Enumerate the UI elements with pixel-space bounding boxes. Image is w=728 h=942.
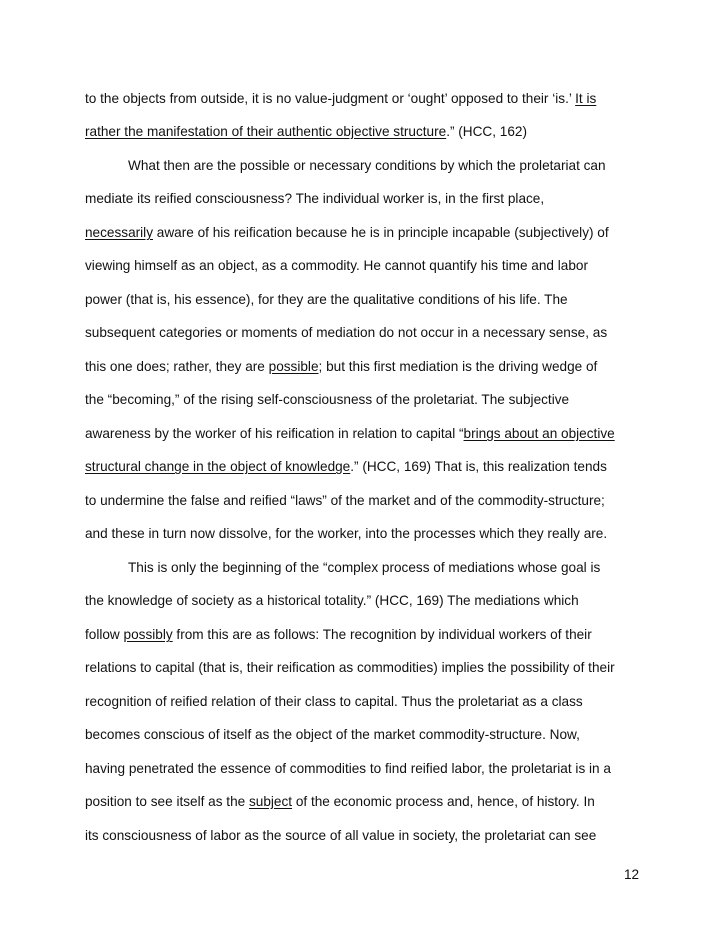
underlined-text: subject: [248, 794, 293, 809]
text-line: [85, 693, 583, 711]
underlined-text: necessarily: [85, 225, 153, 240]
text-line: [85, 257, 588, 275]
text-segment: .” (HCC, 162): [446, 124, 528, 139]
text-line: [85, 291, 568, 309]
text-line: [85, 425, 615, 443]
text-segment: follow: [85, 627, 124, 642]
text-segment: to undermine the false and reified “laws” of the market and of the commodity-structure;: [85, 493, 605, 508]
text-segment: aware of his reification because he is in principle incapable (subjectively) of: [153, 225, 609, 240]
text-line: [128, 559, 600, 577]
text-segment: and these in turn now dissolve, for the worker, into the processes which they really are.: [85, 526, 608, 541]
text-line: [85, 726, 580, 744]
text-segment: This is only the beginning of the “complex process of mediations whose goal is: [128, 560, 601, 575]
text-segment: this one does; rather, they are: [85, 359, 269, 374]
text-segment: What then are the possible or necessary conditions by which the proletariat can: [128, 158, 606, 173]
text-segment: the “becoming,” of the rising self-consciousness of the proletariat. The subjective: [85, 392, 570, 407]
text-segment: .” (HCC, 169) That is, this realization tends: [350, 459, 607, 474]
text-line: [85, 324, 607, 342]
text-line: [85, 358, 597, 376]
text-line: [85, 190, 544, 208]
underlined-text: rather the manifestation of their authentic objective structure: [85, 124, 447, 139]
text-line: [85, 458, 607, 476]
underlined-text: possible: [268, 359, 319, 374]
text-segment: position to see itself as the: [85, 794, 249, 809]
text-segment: awareness by the worker of his reification in relation to capital “: [85, 426, 464, 441]
text-line: [85, 827, 596, 845]
text-segment: of the economic process and, hence, of history. In: [292, 794, 595, 809]
text-segment: power (that is, his essence), for they are the qualitative conditions of his life. The: [85, 292, 568, 307]
text-line: [85, 224, 609, 242]
text-segment: subsequent categories or moments of mediation do not occur in a necessary sense, as: [85, 325, 608, 340]
underlined-text: possibly: [123, 627, 173, 642]
text-segment: becomes conscious of itself as the object of the market commodity-structure. Now,: [85, 727, 580, 742]
text-segment: having penetrated the essence of commodities to find reified labor, the proletariat is in a: [85, 761, 611, 776]
text-line: [128, 157, 606, 175]
underlined-text: structural change in the object of knowledge: [85, 459, 351, 474]
text-line: [85, 525, 607, 543]
text-line: [85, 592, 579, 610]
text-line: [85, 90, 596, 108]
text-line: [85, 391, 569, 409]
text-segment: the knowledge of society as a historical totality.” (HCC, 169) The mediations which: [85, 593, 579, 608]
text-line: [85, 123, 527, 141]
text-segment: mediate its reified consciousness? The individual worker is, in the first place,: [85, 191, 545, 206]
text-segment: viewing himself as an object, as a commodity. He cannot quantify his time and labor: [85, 258, 588, 273]
text-line: [85, 626, 592, 644]
text-line: [85, 793, 595, 811]
underlined-text: brings about an objective: [463, 426, 615, 441]
text-line: [85, 492, 605, 510]
text-segment: recognition of reified relation of their class to capital. Thus the proletariat as a class: [85, 694, 583, 709]
text-line: [85, 760, 611, 778]
text-line: [85, 659, 615, 677]
underlined-text: It is: [575, 91, 597, 106]
text-segment: from this are as follows: The recognition by individual workers of their: [172, 627, 592, 642]
text-segment: to the objects from outside, it is no value-judgment or ‘ought’ opposed to their ‘is.’: [85, 91, 576, 106]
text-segment: relations to capital (that is, their reification as commodities) implies the possibility of their: [85, 660, 615, 675]
text-segment: its consciousness of labor as the source of all value in society, the proletariat can see: [85, 828, 597, 843]
page-number: 12: [624, 867, 640, 882]
text-segment: ; but this first mediation is the driving wedge of: [318, 359, 598, 374]
